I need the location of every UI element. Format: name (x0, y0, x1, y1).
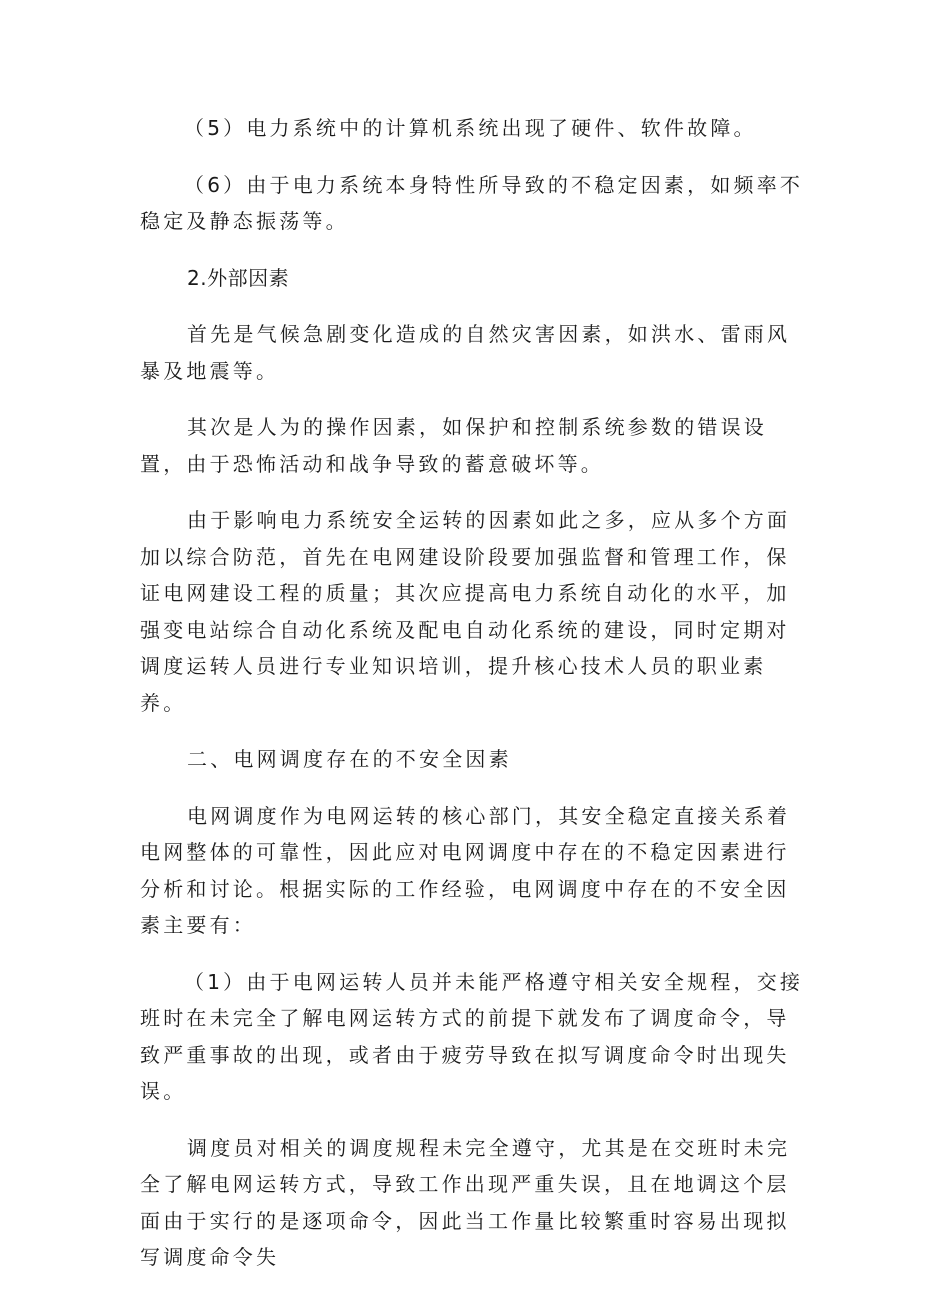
paragraph-risk-item-1: （1）由于电网运转人员并未能严格遵守相关安全规程，交接班时在未完全了解电网运转方式的前提下就发布了调度命令，导致严重事故的出现，或者由于疲劳导致在拟写调度命令时出现失误。 (140, 969, 804, 1103)
paragraph-natural-disasters: 首先是气候急剧变化造成的自然灾害因素，如洪水、雷雨风暴及地震等。 (140, 322, 791, 383)
paragraph-dispatcher-errors: 调度员对相关的调度规程未完全遵守，尤其是在交班时未完全了解电网运转方式，导致工作出现严重失误，且在地调这个层面由于实行的是逐项命令，因此当工作量比较繁重时容易出现拟写调度命令失 (140, 1135, 791, 1269)
paragraph-human-factors: 其次是人为的操作因素，如保护和控制系统参数的错误设置，由于恐怖活动和战争导致的蓄意破坏等。 (140, 415, 767, 476)
paragraph-item-6: （6）由于电力系统本身特性所导致的不稳定因素，如频率不稳定及静态振荡等。 (140, 172, 804, 233)
section-heading-external-factors: 2.外部因素 (187, 265, 290, 290)
paragraph-dispatch-intro: 电网调度作为电网运转的核心部门，其安全稳定直接关系着电网整体的可靠性，因此应对电网调度中存在的不稳定因素进行分析和讨论。根据实际的工作经验，电网调度中存在的不安全因素主要有： (140, 803, 791, 937)
section-heading-dispatch-risks: 二、电网调度存在的不安全因素 (187, 747, 512, 771)
paragraph-prevention-measures: 由于影响电力系统安全运转的因素如此之多，应从多个方面加以综合防范，首先在电网建设阶段要加强监督和管理工作，保证电网建设工程的质量；其次应提高电力系统自动化的水平，加强变电站综合自动化系统及配电自动化系统的建设，同时定期对调度运转人员进行专业知识培训，提升核心技术人员的职业素养。 (140, 508, 791, 715)
document-body (140, 110, 810, 1296)
paragraph-item-5: （5）电力系统中的计算机系统出现了硬件、软件故障。 (184, 116, 757, 140)
